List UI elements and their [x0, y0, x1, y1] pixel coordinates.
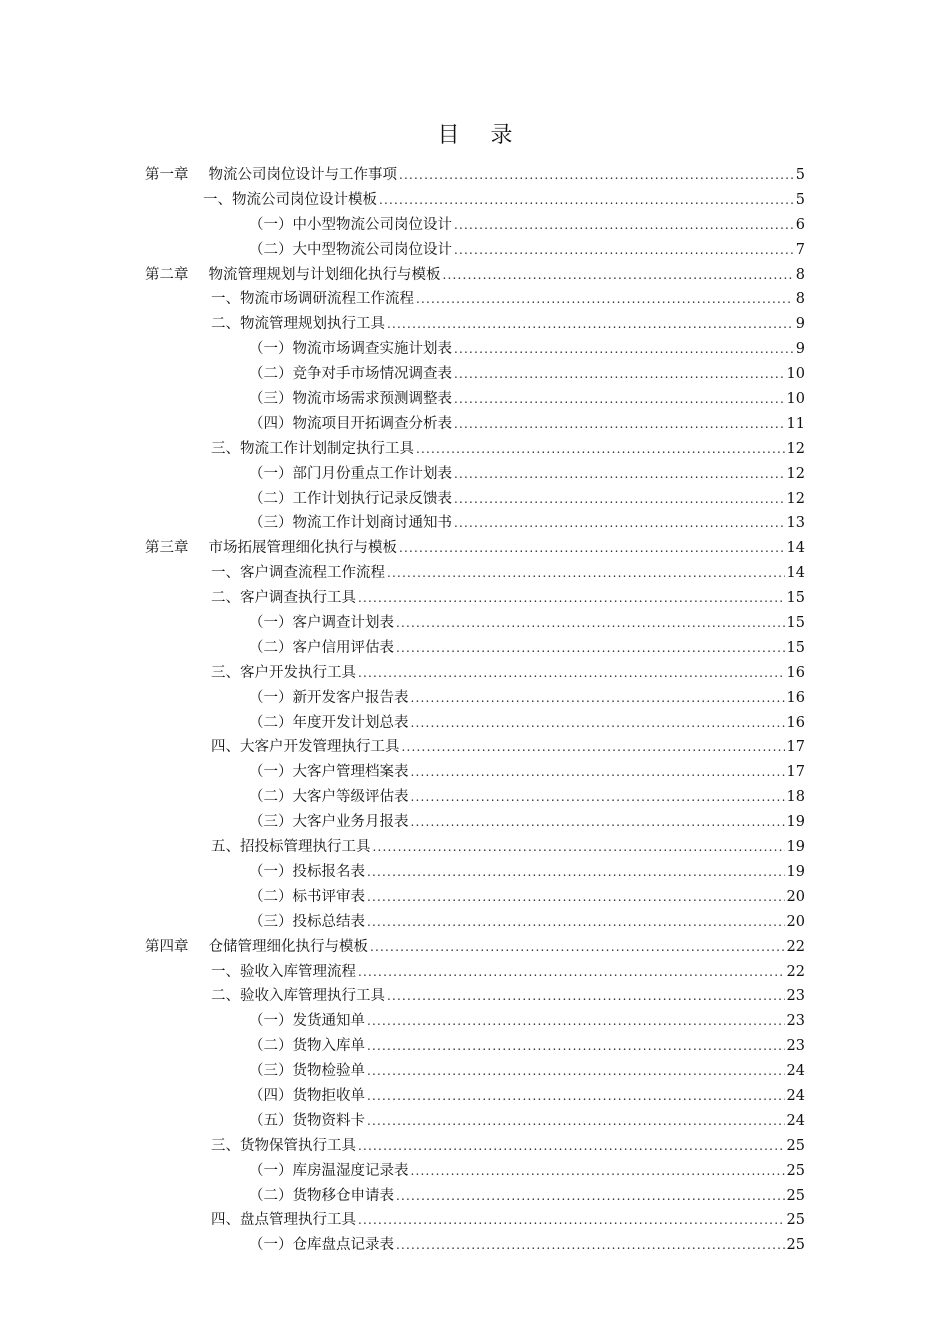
toc-entry[interactable] [145, 711, 805, 736]
toc-entry-label [249, 511, 452, 532]
toc-entry[interactable] [145, 437, 805, 462]
toc-chapter-entry[interactable] [145, 536, 805, 561]
toc-entry[interactable] [145, 1084, 805, 1109]
toc-entry-text: （一）中小型物流公司岗位设计 [249, 216, 452, 233]
toc-entry[interactable] [145, 238, 805, 263]
toc-entry-label [249, 337, 452, 358]
toc-entry[interactable] [145, 1208, 805, 1233]
toc-entry-text: 二、物流管理规划执行工具 [211, 316, 385, 333]
toc-entry-label [211, 1134, 356, 1155]
toc-entry-text: （四）物流项目开拓调查分析表 [249, 415, 452, 432]
toc-entry[interactable] [145, 984, 805, 1009]
page-number: 19 [786, 839, 805, 856]
page-number: 13 [786, 515, 805, 532]
toc-entry-text: （二）货物移仓申请表 [249, 1187, 394, 1204]
dot-leader [367, 865, 785, 879]
toc-entry-text: （二）客户信用评估表 [249, 639, 394, 656]
toc-entry-text: （三）物流工作计划商讨通知书 [249, 515, 452, 532]
toc-entry[interactable] [145, 462, 805, 487]
toc-entry-text: （三）货物检验单 [249, 1063, 365, 1080]
toc-entry-text: 一、物流公司岗位设计模板 [203, 191, 377, 208]
toc-entry[interactable] [145, 188, 805, 213]
toc-entry-text: （一）发货通知单 [249, 1013, 365, 1030]
toc-entry-label [211, 287, 414, 308]
toc-entry-text: （一）物流市场调查实施计划表 [249, 341, 452, 358]
toc-entry-text: 二、验收入库管理执行工具 [211, 988, 385, 1005]
dot-leader [396, 616, 785, 630]
toc-entry[interactable] [145, 511, 805, 536]
toc-entry-text: （三）物流市场需求预测调整表 [249, 391, 452, 408]
toc-entry-label [249, 1009, 365, 1030]
toc-entry-text: （一）客户调查计划表 [249, 615, 394, 632]
toc-entry-label [249, 1184, 394, 1205]
page-number: 23 [786, 1038, 805, 1055]
toc-entry[interactable] [145, 785, 805, 810]
toc-entry[interactable] [145, 760, 805, 785]
dot-leader [370, 940, 785, 954]
page-number: 11 [786, 415, 805, 432]
toc-entry-label [211, 835, 371, 856]
chapter-number: 第四章 [145, 938, 189, 955]
page-number: 23 [786, 988, 805, 1005]
dot-leader [367, 1089, 785, 1103]
toc-entry-label [249, 910, 365, 931]
toc-entry-text: （一）库房温湿度记录表 [249, 1162, 409, 1179]
chapter-number: 第三章 [145, 540, 189, 557]
dot-leader [358, 965, 785, 979]
toc-entry[interactable] [145, 337, 805, 362]
toc-entry-text: 一、物流市场调研流程工作流程 [211, 291, 414, 308]
toc-entry[interactable] [145, 661, 805, 686]
toc-entry-label [249, 1159, 409, 1180]
page-number: 17 [786, 764, 805, 781]
toc-entry-label [249, 611, 394, 632]
toc-entry[interactable] [145, 1134, 805, 1159]
page-number: 18 [786, 789, 805, 806]
page-number: 25 [786, 1162, 805, 1179]
page-number: 20 [786, 913, 805, 930]
page-number: 7 [795, 241, 805, 258]
dot-leader [411, 691, 785, 705]
page-number: 12 [786, 465, 805, 482]
toc-entry[interactable] [145, 387, 805, 412]
dot-leader [416, 442, 785, 456]
page-number: 22 [786, 963, 805, 980]
toc-entry-label [249, 362, 452, 383]
toc-chapter-entry[interactable] [145, 263, 805, 288]
dot-leader [454, 492, 785, 506]
dot-leader [399, 168, 793, 182]
toc-entry-text: 二、客户调查执行工具 [211, 590, 356, 607]
toc-entry-text: 三、货物保管执行工具 [211, 1137, 356, 1154]
toc-entry[interactable] [145, 636, 805, 661]
toc-entry-label [249, 1084, 365, 1105]
toc-entry-text: 三、物流工作计划制定执行工具 [211, 440, 414, 457]
dot-leader [411, 815, 785, 829]
toc-entry-label [249, 810, 409, 831]
toc-entry-text: （四）货物拒收单 [249, 1087, 365, 1104]
page-number: 20 [786, 888, 805, 905]
toc-entry-label [211, 586, 356, 607]
page-number: 25 [786, 1237, 805, 1254]
toc-entry-text: （二）货物入库单 [249, 1038, 365, 1055]
dot-leader [387, 317, 793, 331]
toc-entry-label [211, 1208, 356, 1229]
toc-entry-text: （一）投标报名表 [249, 863, 365, 880]
page-number: 12 [786, 490, 805, 507]
toc-title: 目 录 [437, 123, 525, 148]
toc-entry[interactable] [145, 287, 805, 312]
dot-leader [399, 541, 785, 555]
toc-entry-label [211, 437, 414, 458]
dot-leader [367, 915, 785, 929]
toc-entry-text: 市场拓展管理细化执行与模板 [208, 540, 397, 557]
table-of-contents [145, 163, 805, 1258]
dot-leader [416, 292, 793, 306]
toc-entry-label [249, 462, 452, 483]
toc-entry-label [249, 238, 452, 259]
toc-entry-text: 一、验收入库管理流程 [211, 963, 356, 980]
dot-leader [358, 666, 785, 680]
toc-entry-label [249, 1109, 365, 1130]
toc-entry[interactable] [145, 810, 805, 835]
dot-leader [454, 218, 793, 232]
page-number: 15 [786, 590, 805, 607]
toc-entry[interactable] [145, 1034, 805, 1059]
page-number: 8 [795, 291, 805, 308]
toc-entry-text: 仓储管理细化执行与模板 [208, 938, 368, 955]
toc-entry-text: （二）工作计划执行记录反馈表 [249, 490, 452, 507]
toc-entry-text: （三）大客户业务月报表 [249, 814, 409, 831]
page-number: 25 [786, 1137, 805, 1154]
toc-entry-label [249, 636, 394, 657]
toc-entry-label [203, 188, 377, 209]
page-number: 6 [795, 216, 805, 233]
dot-leader [411, 765, 785, 779]
page-number: 9 [795, 316, 805, 333]
toc-entry[interactable] [145, 910, 805, 935]
toc-entry-text: 四、大客户开发管理执行工具 [211, 739, 400, 756]
toc-entry-label [211, 661, 356, 682]
toc-entry-label [249, 860, 365, 881]
dot-leader [358, 1139, 785, 1153]
dot-leader [396, 641, 785, 655]
dot-leader [379, 193, 793, 207]
dot-leader [454, 392, 785, 406]
page-number: 16 [786, 689, 805, 706]
toc-entry-text: （二）竞争对手市场情况调查表 [249, 366, 452, 383]
toc-entry-label [145, 263, 441, 284]
toc-entry[interactable] [145, 586, 805, 611]
page-number: 25 [786, 1212, 805, 1229]
page-number: 10 [786, 391, 805, 408]
toc-entry-text: （一）新开发客户报告表 [249, 689, 409, 706]
toc-entry[interactable] [145, 1233, 805, 1258]
dot-leader [454, 367, 785, 381]
page-number: 10 [786, 366, 805, 383]
page-number: 15 [786, 615, 805, 632]
toc-entry[interactable] [145, 885, 805, 910]
toc-entry[interactable] [145, 213, 805, 238]
toc-entry-label [211, 561, 385, 582]
chapter-number: 第一章 [145, 167, 189, 183]
toc-entry-text: 一、客户调查流程工作流程 [211, 565, 385, 582]
toc-entry[interactable] [145, 1159, 805, 1184]
toc-entry-label [145, 935, 368, 956]
toc-entry-text: 物流公司岗位设计与工作事项 [208, 167, 397, 183]
page-number: 14 [786, 565, 805, 582]
page-number: 9 [795, 341, 805, 358]
dot-leader [411, 1164, 785, 1178]
toc-chapter-entry[interactable] [145, 935, 805, 960]
toc-entry-label [249, 1034, 365, 1055]
dot-leader [396, 1238, 785, 1252]
page-number: 24 [786, 1087, 805, 1104]
dot-leader [402, 740, 785, 754]
toc-entry-text: （一）部门月份重点工作计划表 [249, 465, 452, 482]
dot-leader [387, 989, 785, 1003]
toc-entry[interactable] [145, 362, 805, 387]
toc-entry-label [145, 536, 397, 557]
toc-entry-text: （一）大客户管理档案表 [249, 764, 409, 781]
toc-entry-text: （二）年度开发计划总表 [249, 714, 409, 731]
toc-entry-text: 四、盘点管理执行工具 [211, 1212, 356, 1229]
toc-entry[interactable] [145, 412, 805, 437]
toc-entry[interactable] [145, 1009, 805, 1034]
toc-entry-label [249, 412, 452, 433]
page-number: 25 [786, 1187, 805, 1204]
toc-entry-label [249, 760, 409, 781]
toc-entry[interactable] [145, 835, 805, 860]
toc-chapter-entry[interactable] [145, 163, 805, 188]
page-number: 14 [786, 540, 805, 557]
dot-leader [387, 566, 785, 580]
dot-leader [367, 890, 785, 904]
toc-entry[interactable] [145, 1059, 805, 1084]
toc-entry-label [145, 163, 397, 184]
toc-entry[interactable] [145, 561, 805, 586]
dot-leader [454, 243, 793, 257]
toc-entry[interactable] [145, 1109, 805, 1134]
toc-entry-label [211, 960, 356, 981]
page-number: 12 [786, 440, 805, 457]
toc-entry[interactable] [145, 611, 805, 636]
toc-entry-label [249, 1059, 365, 1080]
dot-leader [373, 840, 785, 854]
toc-entry-label [211, 735, 400, 756]
page-number: 24 [786, 1063, 805, 1080]
dot-leader [454, 342, 793, 356]
page-number: 16 [786, 714, 805, 731]
toc-entry[interactable] [145, 686, 805, 711]
toc-entry-text: （二）大客户等级评估表 [249, 789, 409, 806]
dot-leader [367, 1039, 785, 1053]
toc-entry[interactable] [145, 735, 805, 760]
toc-entry-label [249, 785, 409, 806]
toc-entry-label [211, 312, 385, 333]
dot-leader [367, 1114, 785, 1128]
toc-entry-label [249, 1233, 394, 1254]
toc-entry[interactable] [145, 312, 805, 337]
chapter-number: 第二章 [145, 266, 189, 283]
toc-entry-text: （五）货物资料卡 [249, 1112, 365, 1129]
toc-entry[interactable] [145, 487, 805, 512]
toc-entry-label [249, 711, 409, 732]
toc-entry[interactable] [145, 1184, 805, 1209]
page-number: 5 [795, 167, 805, 183]
toc-entry[interactable] [145, 860, 805, 885]
page-number: 24 [786, 1112, 805, 1129]
toc-entry[interactable] [145, 960, 805, 985]
dot-leader [367, 1064, 785, 1078]
page-number: 17 [786, 739, 805, 756]
toc-entry-text: （一）仓库盘点记录表 [249, 1237, 394, 1254]
page-number: 19 [786, 814, 805, 831]
toc-entry-label [249, 213, 452, 234]
toc-entry-text: （三）投标总结表 [249, 913, 365, 930]
page-number: 5 [795, 191, 805, 208]
toc-entry-text: 物流管理规划与计划细化执行与模板 [208, 266, 441, 283]
dot-leader [454, 467, 785, 481]
toc-entry-text: （二）标书评审表 [249, 888, 365, 905]
toc-entry-label [249, 387, 452, 408]
toc-entry-text: 五、招投标管理执行工具 [211, 839, 371, 856]
dot-leader [411, 716, 785, 730]
page-number: 8 [795, 266, 805, 283]
toc-entry-text: 三、客户开发执行工具 [211, 664, 356, 681]
dot-leader [396, 1189, 785, 1203]
dot-leader [358, 1213, 785, 1227]
dot-leader [443, 268, 794, 282]
toc-entry-label [249, 686, 409, 707]
page-number: 16 [786, 664, 805, 681]
toc-entry-label [249, 487, 452, 508]
toc-entry-text: （二）大中型物流公司岗位设计 [249, 241, 452, 258]
dot-leader [358, 591, 785, 605]
dot-leader [454, 417, 785, 431]
page-number: 22 [786, 938, 805, 955]
toc-entry-label [211, 984, 385, 1005]
toc-entry-label [249, 885, 365, 906]
page-number: 19 [786, 863, 805, 880]
dot-leader [367, 1014, 785, 1028]
dot-leader [454, 516, 785, 530]
page-number: 15 [786, 639, 805, 656]
dot-leader [411, 790, 785, 804]
page-number: 23 [786, 1013, 805, 1030]
